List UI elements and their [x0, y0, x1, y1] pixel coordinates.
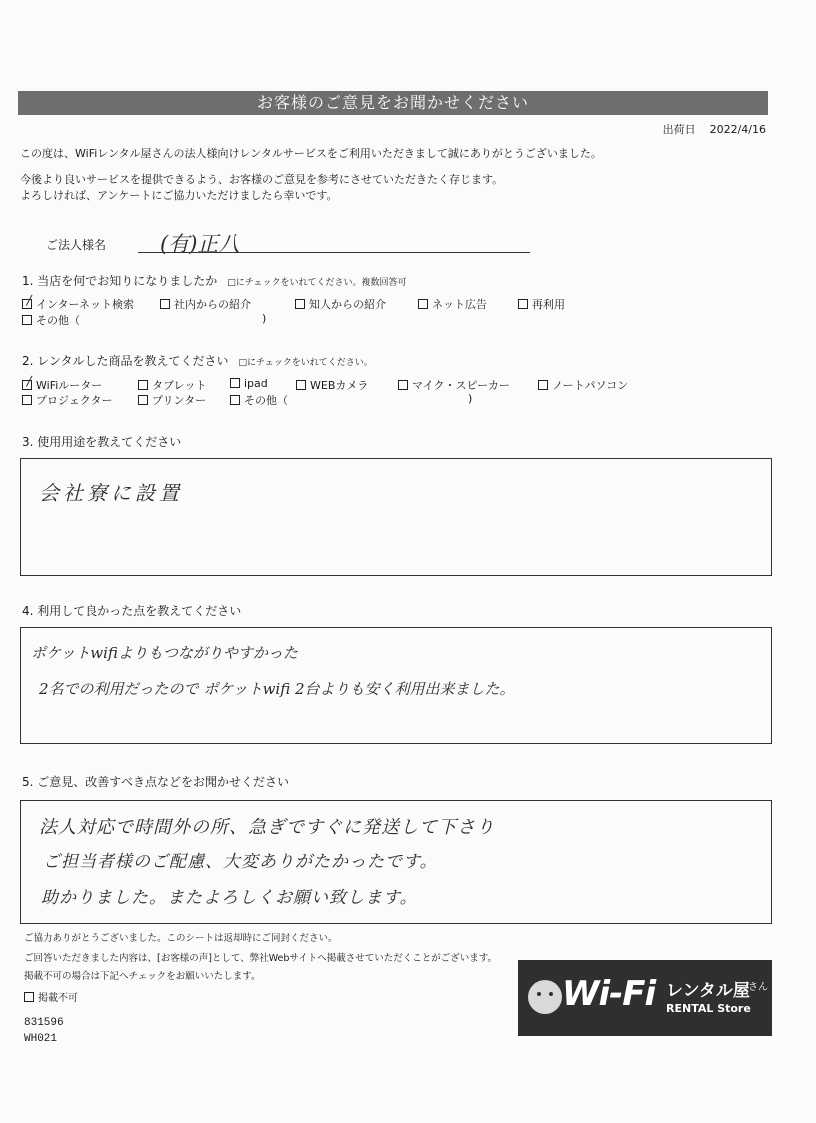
ship-date-value: 2022/4/16 [709, 123, 766, 136]
option-label: インターネット検索 [36, 298, 135, 311]
q5-answer-line-1: 法人対応で時間外の所、急ぎですぐに発送して下さり [39, 817, 495, 838]
q2-option-laptop[interactable] [538, 377, 628, 393]
option-label: プリンター [152, 394, 207, 407]
q2-option-other[interactable] [230, 392, 288, 408]
no-publish-option[interactable] [24, 989, 78, 1004]
checkbox[interactable] [22, 395, 32, 405]
q2-option-tablet[interactable] [138, 377, 206, 393]
q3-answer: 会社寮に設置 [39, 481, 183, 505]
q2-heading [22, 352, 373, 369]
option-label: ノートパソコン [552, 379, 629, 392]
q2-title: 2. レンタルした商品を教えてください [22, 354, 229, 368]
footer-publish-1: ご回答いただきました内容は、[お客様の声]として、弊社Webサイトへ掲載させていただくことがございます。 [24, 953, 498, 964]
q1-other-close-paren: ) [262, 312, 267, 325]
ship-date [663, 121, 766, 137]
q5-title: 5. ご意見、改善すべき点などをお聞かせください [22, 775, 290, 789]
q4-answer-box[interactable] [20, 627, 772, 744]
checkbox[interactable] [138, 395, 148, 405]
option-label: その他（ [244, 394, 288, 407]
q1-option-other[interactable] [22, 312, 80, 328]
q4-answer-line-2: 2名での利用だったので ポケットwifi 2台よりも安く利用出来ました。 [39, 680, 515, 698]
q4-title: 4. 利用して良かった点を教えてください [22, 604, 242, 618]
q5-answer-line-2: ご担当者様のご配慮、大変ありがたかったです。 [43, 852, 438, 872]
q1-option-ad[interactable] [418, 296, 487, 312]
logo-san: さん [748, 982, 768, 993]
q3-title: 3. 使用用途を教えてください [22, 435, 182, 449]
q2-option-webcam[interactable] [296, 377, 368, 393]
q2-option-wifi[interactable] [22, 377, 102, 393]
checkbox[interactable] [160, 299, 170, 309]
checkbox[interactable] [230, 378, 240, 388]
footer-thanks: ご協力ありがとうございました。このシートは返却時にご同封ください。 [24, 933, 338, 944]
q5-answer-line-3: 助かりました。またよろしくお願い致します。 [41, 888, 418, 908]
q1-note: □にチェックをいれてください。複数回答可 [227, 278, 407, 288]
logo-wifi: Wi-Fi [562, 974, 656, 1014]
form-code-1: 831596 [24, 1017, 64, 1029]
intro-line-1: この度は、WiFiレンタル屋さんの法人様向けレンタルサービスをご利用いただきまして誠にありがとうございました。 [20, 147, 602, 160]
option-label: マイク・スピーカー [412, 379, 510, 392]
option-label: 知人からの紹介 [309, 298, 386, 311]
q2-note: □にチェックをいれてください。 [238, 358, 373, 368]
checkbox[interactable] [22, 315, 32, 325]
intro-line-3: よろしければ、アンケートにご協力いただけましたら幸いです。 [20, 189, 338, 202]
checkbox[interactable] [230, 395, 240, 405]
form-title: お客様のご意見をお聞かせください [18, 91, 768, 115]
q1-option-internet[interactable] [22, 296, 134, 312]
checkbox[interactable] [418, 299, 428, 309]
logo-en: RENTAL Store [666, 1002, 751, 1015]
checkbox[interactable] [138, 380, 148, 390]
q3-answer-box[interactable] [20, 458, 772, 576]
q2-option-projector[interactable] [22, 392, 113, 408]
q4-answer-line-1: ポケットwifiよりもつながりやすかった [31, 644, 298, 662]
option-label: WiFiルーター [36, 379, 103, 392]
footer-publish-2: 掲載不可の場合は下記へチェックをお願いいたします。 [24, 971, 261, 982]
q1-option-internal[interactable] [160, 296, 251, 312]
company-label: ご法人様名 [46, 238, 107, 252]
intro-line-2: 今後より良いサービスを提供できるよう、お客様のご意見を参考にさせていただきたく存じます。 [20, 173, 504, 186]
q1-option-reuse[interactable] [518, 296, 565, 312]
checkbox[interactable] [24, 992, 34, 1002]
option-label: 社内からの紹介 [174, 298, 251, 311]
option-label: プロジェクター [36, 394, 113, 407]
checkbox[interactable] [518, 299, 528, 309]
ship-date-label: 出荷日 [662, 123, 696, 136]
q2-other-close-paren: ) [468, 392, 473, 405]
checkbox[interactable] [295, 299, 305, 309]
checkbox[interactable] [538, 380, 548, 390]
q1-title: 1. 当店を何でお知りになりましたか [22, 274, 218, 288]
q1-option-acquaintance[interactable] [295, 296, 386, 312]
checkbox-checked[interactable] [22, 299, 32, 309]
option-label: ネット広告 [432, 298, 487, 311]
mascot-icon [528, 980, 562, 1014]
wifi-rental-logo [518, 960, 772, 1036]
q5-answer-box[interactable] [20, 800, 772, 924]
checkbox-checked[interactable] [22, 380, 32, 390]
checkbox[interactable] [296, 380, 306, 390]
q2-option-ipad[interactable] [230, 377, 268, 390]
option-label: 掲載不可 [38, 993, 78, 1004]
form-code-2: WH021 [24, 1033, 58, 1045]
option-label: WEBカメラ [310, 379, 369, 392]
option-label: タブレット [152, 379, 207, 392]
checkbox[interactable] [398, 380, 408, 390]
q2-option-mic[interactable] [398, 377, 510, 393]
q1-heading [22, 272, 407, 289]
q2-option-printer[interactable] [138, 392, 206, 408]
option-label: ipad [244, 377, 268, 390]
option-label: 再利用 [532, 298, 565, 311]
option-label: その他（ [36, 314, 80, 327]
logo-jp: レンタル屋 [666, 981, 750, 1001]
company-value[interactable]: (有)正八 [160, 232, 240, 256]
